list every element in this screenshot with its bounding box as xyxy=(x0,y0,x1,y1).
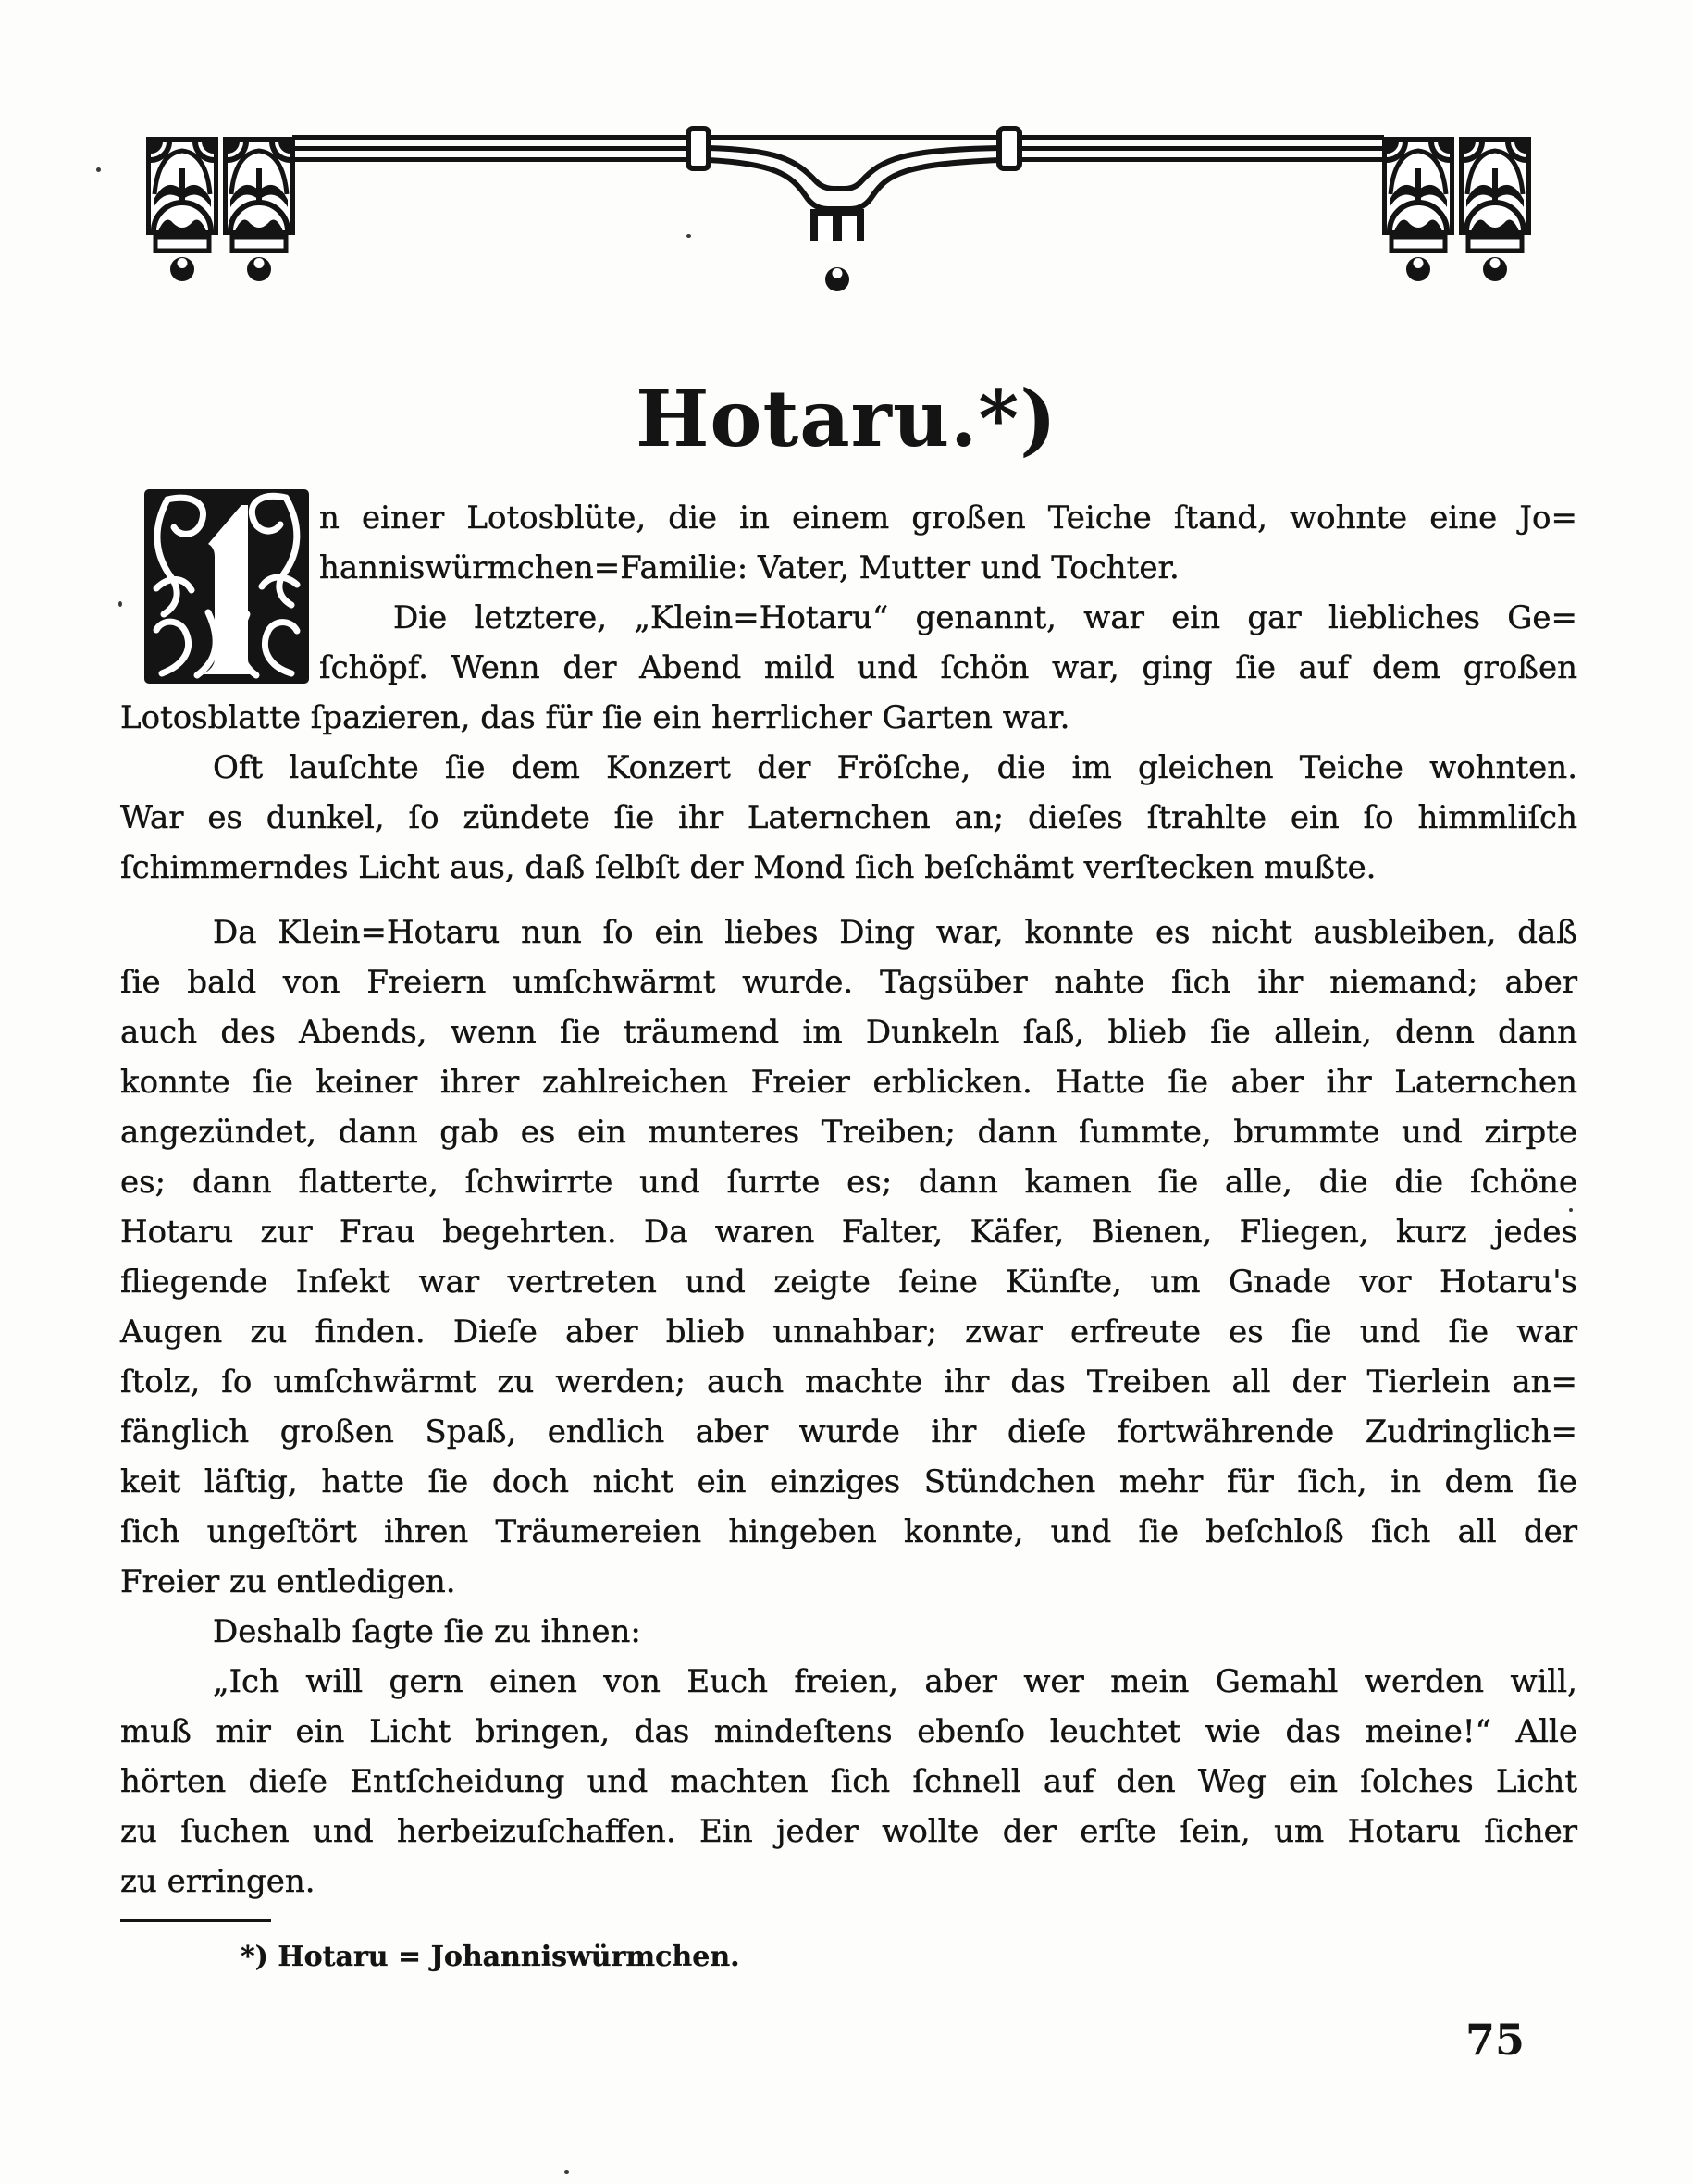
text-line: konnte ſie keiner ihrer zahlreichen Freier erblicken. Hatte ſie aber ihr Laternchen xyxy=(120,1064,1577,1101)
text-line: ſchimmerndes Licht aus, daß ſelbſt der Mond ſich beſchämt verſtecken mußte. xyxy=(120,849,1377,886)
text-line: ſtolz, ſo umſchwärmt zu werden; auch machte ihr das Treiben all der Tierlein an= xyxy=(120,1363,1577,1400)
text-line: hörten dieſe Entſcheidung und machten ſich ſchnell auf den Weg ein ſolches Licht xyxy=(120,1763,1577,1800)
text-line: Lotosblatte ſpazieren, das für ſie ein herrlicher Garten war. xyxy=(120,699,1070,736)
text-line: zu erringen. xyxy=(120,1863,315,1900)
text-line: muß mir ein Licht bringen, das mindeſtens ebenſo leuchtet wie das meine!“ Alle xyxy=(120,1713,1577,1750)
story-text xyxy=(120,493,1577,1906)
text-line: auch des Abends, wenn ſie träumend im Dunkeln ſaß, blieb ſie allein, denn dann xyxy=(120,1014,1577,1051)
text-line: keit läſtig, hatte ſie doch nicht ein einziges Stündchen mehr für ſich, in dem ſie xyxy=(120,1463,1577,1500)
text-line: „Ich will gern einen von Euch freien, aber wer mein Gemahl werden will, xyxy=(213,1663,1577,1700)
pillar-ornament-left xyxy=(149,140,293,282)
scan-speck xyxy=(118,601,122,607)
text-line: Augen zu finden. Dieſe aber blieb unnahbar; zwar erfreute es ſie und ſie war xyxy=(120,1314,1577,1351)
text-line: angezündet, dann gab es ein munteres Treiben; dann ſummte, brummte und zirpte xyxy=(120,1114,1577,1151)
rail-lines xyxy=(292,135,1384,162)
scan-speck xyxy=(1569,1208,1573,1212)
scan-speck xyxy=(96,167,101,172)
page-title: Hotaru.*) xyxy=(636,373,1057,464)
text-line: Oft lauſchte ſie dem Konzert der Fröſche, die im gleichen Teiche wohnten. xyxy=(213,749,1577,786)
scan-speck xyxy=(564,2170,569,2174)
scan-speck xyxy=(686,234,691,238)
text-line: hanniswürmchen=Familie: Vater, Mutter und Tochter. xyxy=(319,549,1180,586)
text-line: zu ſuchen und herbeizuſchaffen. Ein jeder wollte der erſte ſein, um Hotaru ſicher xyxy=(120,1813,1577,1850)
text-line: ſich ungeſtört ihren Träumereien hingeben konnte, und ſie beſchloß ſich all der xyxy=(120,1513,1577,1550)
footnote: *) Hotaru = Johanniswürmchen. xyxy=(241,1941,740,1973)
header-ornament xyxy=(0,0,1693,310)
text-line: ſie bald von Freiern umſchwärmt wurde. Tagsüber nahte ſich ihr niemand; aber xyxy=(120,964,1577,1001)
page-number: 75 xyxy=(1464,2015,1525,2065)
center-hanging-ornament xyxy=(688,129,1020,291)
text-line: ſchöpf. Wenn der Abend mild und ſchön war, ging ſie auf dem großen xyxy=(319,649,1577,686)
text-line: es; dann flatterte, ſchwirrte und ſurrte es; dann kamen ſie alle, die die ſchöne xyxy=(120,1164,1577,1201)
footnote-rule xyxy=(120,1919,271,1922)
text-line: fänglich großen Spaß, endlich aber wurde ihr dieſe fortwährende Zudringlich= xyxy=(120,1413,1577,1450)
text-line: Die letztere, „Klein=Hotaru“ genannt, war ein gar liebliches Ge= xyxy=(393,599,1577,636)
text-line: Deshalb ſagte ſie zu ihnen: xyxy=(213,1613,641,1650)
text-line: Hotaru zur Frau begehrten. Da waren Falter, Käfer, Bienen, Fliegen, kurz jedes xyxy=(120,1214,1577,1251)
pillar-ornament-right xyxy=(1385,140,1529,282)
text-line: War es dunkel, ſo zündete ſie ihr Laternchen an; dieſes ſtrahlte ein ſo himmliſch xyxy=(120,799,1577,836)
text-line: Freier zu entledigen. xyxy=(120,1563,456,1600)
text-line: n einer Lotosblüte, die in einem großen Teiche ſtand, wohnte eine Jo= xyxy=(319,500,1577,537)
text-line: fliegende Inſekt war vertreten und zeigte ſeine Künſte, um Gnade vor Hotaru's xyxy=(120,1264,1577,1301)
text-line: Da Klein=Hotaru nun ſo ein liebes Ding war, konnte es nicht ausbleiben, daß xyxy=(213,914,1577,951)
